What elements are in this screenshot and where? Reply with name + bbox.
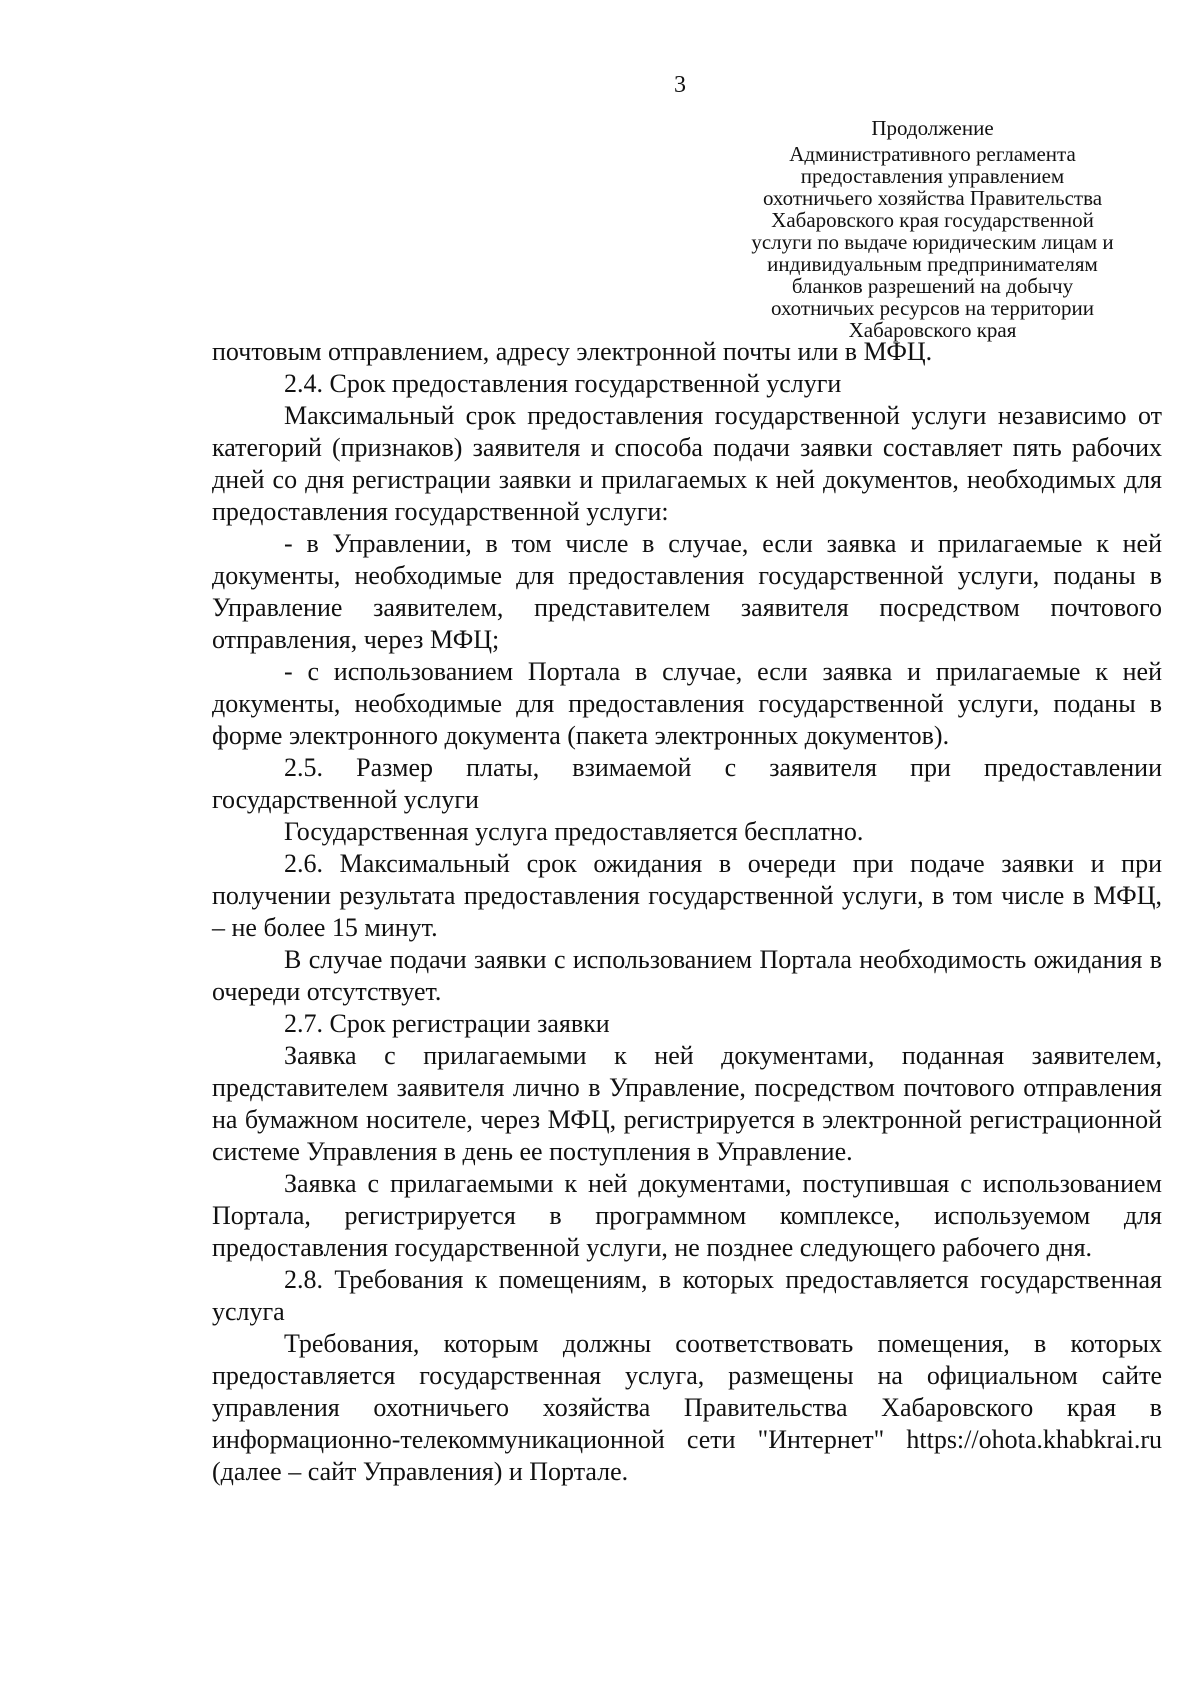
heading-line: охотничьего хозяйства Правительства <box>762 186 1103 210</box>
paragraph: Заявка с прилагаемыми к ней документами, поданная заявителем, представителем заявителя лично в Управление, посредством почтового отправления на бумажном носителе, через МФЦ, регистрируется в электронной регистрационной системе Управления в день ее поступления в Управление. <box>212 1041 1162 1166</box>
section-heading: 2.7. Срок регистрации заявки <box>284 1009 610 1038</box>
section-heading: 2.6. Максимальный срок ожидания в очереди при подаче заявки и при получении результата предоставления государственной услуги, в том числе в МФЦ, – не более 15 минут. <box>212 849 1162 942</box>
document-body <box>212 336 1162 1488</box>
paragraph: Требования, которым должны соответствовать помещения, в которых предоставляется государственная услуга, размещены на официальном сайте управления охотничьего хозяйства Правительства Хабаровского края в информационно-телекоммуникационной сети "Интернет" https://ohota.khabkrai.ru (далее – сайт Управления) и Портале. <box>212 1329 1162 1486</box>
document-heading <box>720 117 1145 341</box>
heading-line: предоставления управлением <box>800 164 1065 188</box>
heading-line: охотничьих ресурсов на территории <box>771 296 1094 320</box>
heading-line: Административного регламента <box>789 142 1076 166</box>
paragraph: Заявка с прилагаемыми к ней документами, поступившая с использованием Портала, регистрируется в программном комплексе, используемом для предоставления государственной услуги, не позднее следующего рабочего дня. <box>212 1169 1162 1262</box>
list-item: - с использованием Портала в случае, если заявка и прилагаемые к ней документы, необходимые для предоставления государственной услуги, поданы в форме электронного документа (пакета электронных документов). <box>212 657 1162 750</box>
paragraph: Государственная услуга предоставляется бесплатно. <box>284 817 864 846</box>
paragraph: почтовым отправлением, адресу электронной почты или в МФЦ. <box>212 337 933 366</box>
paragraph: Максимальный срок предоставления государственной услуги независимо от категорий (признаков) заявителя и способа подачи заявки составляет пять рабочих дней со дня регистрации заявки и прилагаемых к ней документов, необходимых для предоставления государственной услуги: <box>212 401 1162 526</box>
heading-line: бланков разрешений на добычу <box>791 274 1074 298</box>
list-item: - в Управлении, в том числе в случае, если заявка и прилагаемые к ней документы, необходимые для предоставления государственной услуги, поданы в Управление заявителем, представителем заявителя посредством почтового отправления, через МФЦ; <box>212 529 1162 654</box>
section-heading: 2.8. Требования к помещениям, в которых предоставляется государственная услуга <box>212 1265 1162 1326</box>
paragraph: В случае подачи заявки с использованием Портала необходимость ожидания в очереди отсутствует. <box>212 945 1162 1006</box>
heading-line: индивидуальным предпринимателям <box>767 252 1098 276</box>
section-heading: 2.4. Срок предоставления государственной услуги <box>284 369 842 398</box>
heading-line: Хабаровского края <box>848 318 1017 342</box>
heading-line: услуги по выдаче юридическим лицам и <box>751 230 1114 254</box>
page-number: 3 <box>674 72 686 98</box>
section-heading: 2.5. Размер платы, взимаемой с заявителя при предоставлении государственной услуги <box>212 753 1162 814</box>
continuation-label: Продолжение <box>871 116 994 140</box>
heading-line: Хабаровского края государственной <box>771 208 1094 232</box>
